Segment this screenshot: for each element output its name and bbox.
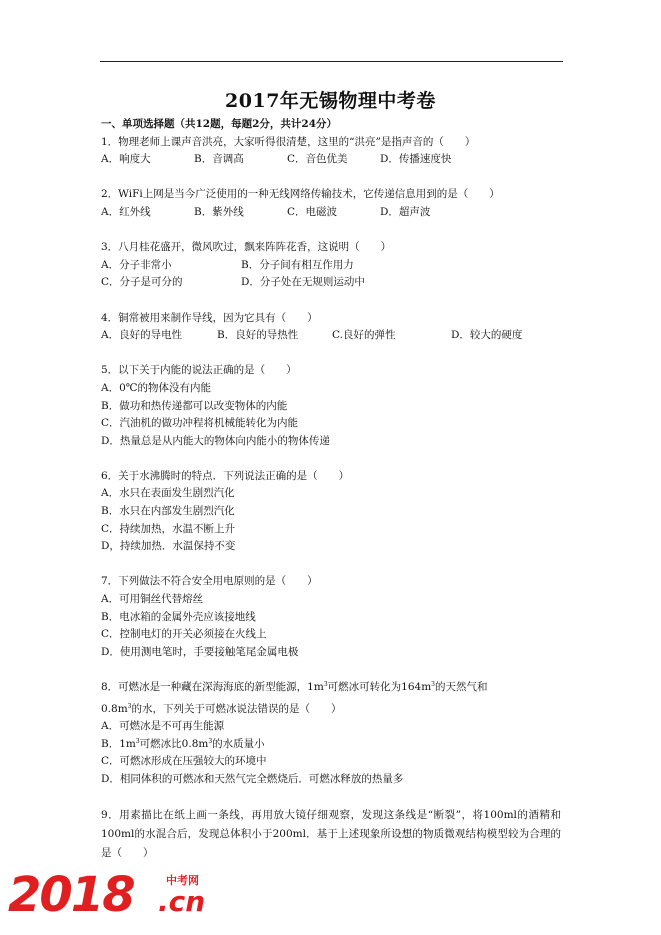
question-1: 1．物理老师上课声音洪亮，大家听得很清楚，这里的“洪亮”是指声音的（ ）: [101, 135, 476, 148]
header-rule: [100, 61, 563, 62]
option-d: D．相同体积的可燃冰和天然气完全燃烧后．可燃冰释放的热量多: [101, 772, 404, 785]
option-d: D．分子处在无规则运动中: [241, 276, 365, 289]
section-heading: 一、单项选择题（共12题，每题2分，共计24分）: [101, 118, 338, 130]
question-2-options: [101, 204, 561, 222]
option-c: C．音色优美: [287, 153, 348, 166]
option-c: C．电磁波: [287, 205, 338, 218]
option-a: A．响度大: [101, 153, 151, 166]
option-b: B．音调高: [194, 153, 244, 166]
option-b: B．水只在内部发生剧烈汽化: [101, 505, 235, 518]
option-d: D．热量总是从内能大的物体向内能小的物体传递: [101, 434, 330, 447]
option-a: A．红外线: [101, 205, 151, 218]
question-1-options: [101, 151, 561, 169]
option-a: A．分子非常小: [101, 258, 172, 271]
option-c: C．持续加热，水温不断上升: [101, 522, 236, 535]
question-2: 2．WiFi上网是当今广泛使用的一种无线网络传输技术，它传递信息用到的是（ ）: [101, 188, 500, 201]
option-c: C.良好的弹性: [332, 329, 396, 342]
exam-content: [101, 116, 561, 863]
option-b: B．良好的导热性: [217, 329, 299, 342]
option-b: B．分子间有相互作用力: [241, 258, 354, 271]
option-a: A．水只在表面发生剧烈汽化: [101, 487, 235, 500]
logo-number: 2018: [8, 867, 134, 923]
question-4: 4．铜常被用来制作导线，因为它具有（ ）: [101, 311, 318, 324]
question-3-options-row1: [101, 257, 561, 275]
site-logo[interactable]: [8, 867, 248, 923]
option-d: D．超声波: [380, 205, 431, 218]
question-8-line2: $0.8m^3$的水，下列关于可燃冰说法错误的是（ ）: [101, 702, 342, 715]
option-b: B．$1m^3$可燃冰比$0.8m^3$的水质量小: [101, 737, 265, 750]
question-7: 7．下列做法不符合安全用电原则的是（ ）: [101, 575, 318, 588]
question-8-line1: 8．可燃冰是一种藏在深海海底的新型能源，$1m^3$可燃冰可转化为$164m^3$的天然气和: [101, 681, 488, 693]
question-3-options-row2: [101, 274, 561, 292]
logo-domain: .cn: [158, 885, 206, 918]
option-d: D．较大的硬度: [451, 329, 523, 342]
option-c: C．汽油机的做功冲程将机械能转化为内能: [101, 417, 299, 430]
page-title: 2017年无锡物理中考卷: [225, 90, 436, 112]
question-3: 3．八月桂花盛开，微风吹过，飘来阵阵花香，这说明（ ）: [101, 241, 392, 254]
option-c: C．可燃冰形成在压强较大的环境中: [101, 755, 267, 768]
option-b: B．电冰箱的金属外壳应该接地线: [101, 610, 256, 623]
option-a: A．良好的导电性: [101, 329, 183, 342]
logo-label: 中考网: [166, 874, 199, 887]
question-6: 6．关于水沸腾时的特点．下列说法正确的是（ ）: [101, 469, 350, 482]
question-9: 9．用素描比在纸上画一条线，再用放大镜仔细观察，发现这条线是“断裂”，将100ml的酒精和100ml的水混合后，发现总体积小于200ml．基于上述现象所设想的物质微观结构模型较为合理的是（ ）: [101, 809, 561, 860]
option-d: D．使用测电笔时，手要接触笔尾金属电极: [101, 645, 299, 658]
option-a: A．0℃的物体没有内能: [101, 381, 212, 394]
option-d: D．传播速度快: [380, 153, 452, 166]
option-a: A．可用铜丝代替熔丝: [101, 593, 204, 606]
option-a: A．可燃冰是不可再生能源: [101, 720, 225, 733]
option-c: C．分子是可分的: [101, 276, 183, 289]
option-b: B．做功和热传递都可以改变物体的内能: [101, 399, 288, 412]
question-4-options: [101, 327, 561, 345]
option-b: B．紫外线: [194, 205, 244, 218]
question-5: 5．以下关于内能的说法正确的是（ ）: [101, 364, 297, 377]
option-d: D，持续加热．水温保持不变: [101, 540, 236, 553]
option-c: C．控制电灯的开关必须接在火线上: [101, 628, 267, 641]
